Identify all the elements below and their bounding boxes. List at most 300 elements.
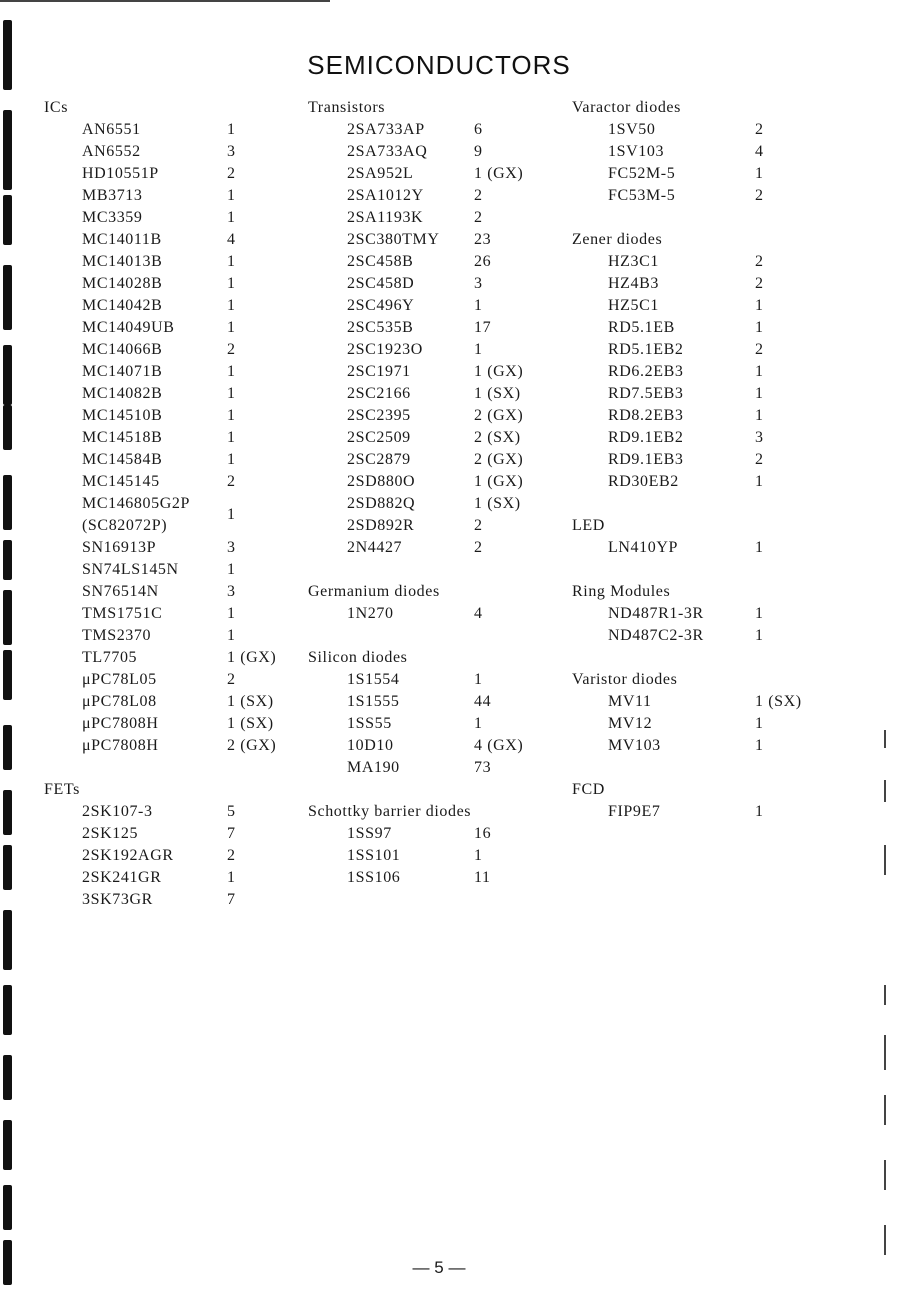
- section-ics: [44, 97, 294, 757]
- part-quantity: 1: [474, 671, 483, 688]
- part-number: MC14510B: [82, 407, 163, 424]
- part-quantity: 4 (GX): [474, 737, 524, 754]
- binding-mark: [3, 1185, 12, 1230]
- part-row: [308, 427, 568, 449]
- part-number: 2SD892R: [347, 517, 415, 534]
- edge-mark: [884, 1035, 886, 1070]
- part-row: [308, 691, 568, 713]
- binding-mark: [3, 910, 12, 970]
- part-row: [572, 537, 882, 559]
- part-row: [44, 163, 294, 185]
- part-row: [44, 471, 294, 493]
- part-row: [44, 735, 294, 757]
- part-number: MV103: [608, 737, 661, 754]
- part-quantity: 3: [474, 275, 483, 292]
- part-row: [44, 845, 294, 867]
- section-heading: FETs: [44, 781, 80, 798]
- part-quantity: 1: [227, 429, 236, 446]
- part-number: 2SA733AQ: [347, 143, 428, 160]
- part-number: 2SD882Q: [347, 495, 416, 512]
- part-number: [82, 493, 190, 537]
- part-row: [572, 339, 882, 361]
- part-quantity: 2 (GX): [474, 451, 524, 468]
- part-row: [44, 251, 294, 273]
- section-transistors: [308, 97, 568, 559]
- binding-mark: [3, 540, 12, 580]
- part-row: [44, 823, 294, 845]
- part-number: MC14011B: [82, 231, 162, 248]
- part-row: [572, 119, 882, 141]
- section-zener-diodes: [572, 229, 882, 493]
- part-row: [572, 273, 882, 295]
- edge-mark: [884, 730, 886, 748]
- part-quantity: 7: [227, 891, 236, 908]
- scan-top-rule: [0, 0, 330, 2]
- part-quantity: 17: [474, 319, 492, 336]
- part-quantity: 23: [474, 231, 492, 248]
- part-quantity: 1: [755, 539, 764, 556]
- part-row: [572, 317, 882, 339]
- section-silicon-diodes: [308, 647, 568, 779]
- binding-mark: [3, 985, 12, 1035]
- part-row: [44, 295, 294, 317]
- binding-mark: [3, 590, 12, 645]
- part-row: [308, 603, 568, 625]
- part-row: [572, 251, 882, 273]
- part-number: AN6552: [82, 143, 141, 160]
- part-number: 1SS106: [347, 869, 401, 886]
- part-quantity: 1: [755, 385, 764, 402]
- part-quantity: 1 (SX): [474, 385, 521, 402]
- part-quantity: 1: [227, 605, 236, 622]
- part-row: [44, 207, 294, 229]
- part-number: TL7705: [82, 649, 138, 666]
- part-quantity: 1: [227, 627, 236, 644]
- part-quantity: 1 (SX): [474, 495, 521, 512]
- part-number: RD30EB2: [608, 473, 679, 490]
- edge-mark: [884, 1160, 886, 1190]
- part-number: RD7.5EB3: [608, 385, 684, 402]
- part-quantity: 3: [227, 583, 236, 600]
- part-quantity: 1: [227, 297, 236, 314]
- part-row: [44, 559, 294, 581]
- edge-mark: [884, 985, 886, 1005]
- part-row: [44, 581, 294, 603]
- part-number: 1SS55: [347, 715, 392, 732]
- part-quantity: 11: [474, 869, 491, 886]
- section-heading: Zener diodes: [572, 231, 663, 248]
- part-number: 2SC1923O: [347, 341, 423, 358]
- part-row: [572, 801, 882, 823]
- part-number: 1SV50: [608, 121, 656, 138]
- part-number: HD10551P: [82, 165, 159, 182]
- part-quantity: 1 (SX): [227, 715, 274, 732]
- edge-mark: [884, 845, 886, 875]
- section-heading: ICs: [44, 99, 69, 116]
- edge-mark: [884, 780, 886, 802]
- part-quantity: 1: [474, 715, 483, 732]
- part-number: MC14584B: [82, 451, 163, 468]
- part-quantity: 1: [227, 451, 236, 468]
- part-number: ND487C2-3R: [608, 627, 704, 644]
- part-quantity: 1: [755, 715, 764, 732]
- part-number: AN6551: [82, 121, 141, 138]
- section-heading: Transistors: [308, 99, 386, 116]
- part-number: MV12: [608, 715, 653, 732]
- part-number: MB3713: [82, 187, 143, 204]
- page-number: — 5 —: [412, 1258, 466, 1277]
- part-row: [572, 691, 882, 713]
- section-germanium-diodes: [308, 581, 568, 625]
- section-heading: Germanium diodes: [308, 583, 440, 600]
- part-row: [572, 185, 882, 207]
- part-number: FC52M-5: [608, 165, 676, 182]
- part-number: 2N4427: [347, 539, 403, 556]
- part-number: ND487R1-3R: [608, 605, 704, 622]
- part-quantity: 1: [474, 847, 483, 864]
- part-quantity: 1: [755, 407, 764, 424]
- part-number: 2SK241GR: [82, 869, 162, 886]
- part-quantity: 44: [474, 693, 492, 710]
- part-number: 1SS101: [347, 847, 401, 864]
- part-number: 2SC2509: [347, 429, 411, 446]
- section-heading: Ring Modules: [572, 583, 671, 600]
- part-number: HZ5C1: [608, 297, 659, 314]
- part-row: [308, 119, 568, 141]
- part-row: [308, 493, 568, 515]
- part-row: [308, 251, 568, 273]
- part-number: 1S1554: [347, 671, 400, 688]
- part-number: SN74LS145N: [82, 561, 179, 578]
- part-row: [44, 229, 294, 251]
- part-quantity: 2: [474, 187, 483, 204]
- column-2: [308, 97, 568, 911]
- part-quantity: 1: [755, 737, 764, 754]
- binding-mark: [3, 1120, 12, 1170]
- part-number: MC14042B: [82, 297, 163, 314]
- part-number: RD5.1EB: [608, 319, 675, 336]
- part-row: [308, 867, 568, 889]
- part-row: [44, 537, 294, 559]
- part-row: [572, 383, 882, 405]
- part-quantity: 2: [474, 539, 483, 556]
- part-quantity: 1 (SX): [227, 693, 274, 710]
- part-row: [572, 361, 882, 383]
- part-number: 1SV103: [608, 143, 665, 160]
- part-number: 2SC2879: [347, 451, 411, 468]
- part-quantity: 1: [227, 561, 236, 578]
- part-quantity: 2 (GX): [227, 737, 277, 754]
- part-row: [44, 185, 294, 207]
- section-varistor-diodes: [572, 669, 882, 757]
- page-title: SEMICONDUCTORS: [307, 50, 571, 80]
- part-row: [44, 317, 294, 339]
- part-quantity: 4: [755, 143, 764, 160]
- part-quantity: 1: [755, 473, 764, 490]
- part-quantity: 1: [755, 803, 764, 820]
- part-row: [308, 845, 568, 867]
- part-number: 10D10: [347, 737, 394, 754]
- part-number: 2SA1193K: [347, 209, 424, 226]
- part-row: [44, 647, 294, 669]
- part-quantity: 3: [755, 429, 764, 446]
- part-quantity: 1: [227, 506, 236, 523]
- part-quantity: 1 (GX): [227, 649, 277, 666]
- part-quantity: 2: [227, 165, 236, 182]
- part-quantity: 2: [227, 847, 236, 864]
- part-quantity: 5: [227, 803, 236, 820]
- part-quantity: 1: [755, 605, 764, 622]
- part-row: [44, 691, 294, 713]
- part-number: RD5.1EB2: [608, 341, 684, 358]
- binding-mark: [3, 650, 12, 700]
- binding-mark: [3, 345, 12, 405]
- section-heading: Varactor diodes: [572, 99, 681, 116]
- part-row: [308, 537, 568, 559]
- part-number: 2SK192AGR: [82, 847, 174, 864]
- part-quantity: 1: [474, 297, 483, 314]
- part-quantity: 1 (GX): [474, 473, 524, 490]
- part-number: μPC78L08: [82, 693, 157, 710]
- part-row: [44, 273, 294, 295]
- part-row: [308, 713, 568, 735]
- part-number: 2SC2395: [347, 407, 411, 424]
- part-row: [308, 757, 568, 779]
- part-row: [308, 339, 568, 361]
- part-number: RD9.1EB3: [608, 451, 684, 468]
- part-row: [44, 361, 294, 383]
- part-number: 3SK73GR: [82, 891, 153, 908]
- part-number: 2SC2166: [347, 385, 411, 402]
- part-number: 1SS97: [347, 825, 392, 842]
- part-number: 2SK107-3: [82, 803, 153, 820]
- part-number: MC14071B: [82, 363, 163, 380]
- part-number: 1N270: [347, 605, 394, 622]
- part-number: MC145145: [82, 473, 160, 490]
- part-number: 2SC535B: [347, 319, 414, 336]
- part-number: HZ3C1: [608, 253, 659, 270]
- part-row: [308, 823, 568, 845]
- part-number: FIP9E7: [608, 803, 661, 820]
- part-quantity: 1 (GX): [474, 165, 524, 182]
- part-quantity: 1: [474, 341, 483, 358]
- part-number: μPC7808H: [82, 737, 159, 754]
- part-number: SN76514N: [82, 583, 159, 600]
- binding-mark: [3, 405, 12, 450]
- part-row: [308, 163, 568, 185]
- part-number: MC14082B: [82, 385, 163, 402]
- part-row: [308, 735, 568, 757]
- part-quantity: 1: [755, 165, 764, 182]
- part-quantity: 1: [227, 869, 236, 886]
- part-quantity: 3: [227, 539, 236, 556]
- part-quantity: 1: [227, 253, 236, 270]
- part-row: [308, 361, 568, 383]
- part-row: [572, 163, 882, 185]
- part-row: [308, 273, 568, 295]
- section-schottky-barrier-diodes: [308, 801, 568, 889]
- part-row: [44, 493, 294, 537]
- part-row: [44, 449, 294, 471]
- part-quantity: 2: [227, 341, 236, 358]
- binding-mark: [3, 475, 12, 530]
- part-row: [308, 141, 568, 163]
- part-number: MC14518B: [82, 429, 163, 446]
- part-quantity: 2: [227, 671, 236, 688]
- part-row: [572, 405, 882, 427]
- part-number: 2SK125: [82, 825, 139, 842]
- part-quantity: 26: [474, 253, 492, 270]
- part-row: [308, 207, 568, 229]
- edge-mark: [884, 1095, 886, 1125]
- part-row: [44, 625, 294, 647]
- part-quantity: 7: [227, 825, 236, 842]
- part-quantity: 1: [227, 319, 236, 336]
- part-quantity: 1: [755, 363, 764, 380]
- section-heading: Varistor diodes: [572, 671, 678, 688]
- part-quantity: 6: [474, 121, 483, 138]
- part-row: [44, 383, 294, 405]
- part-quantity: 1: [755, 319, 764, 336]
- section-heading: Silicon diodes: [308, 649, 408, 666]
- binding-mark: [3, 1055, 12, 1100]
- part-number: LN410YP: [608, 539, 678, 556]
- part-row: [44, 119, 294, 141]
- part-row: [308, 185, 568, 207]
- part-row: [308, 449, 568, 471]
- part-number: 2SA733AP: [347, 121, 425, 138]
- part-number: μPC78L05: [82, 671, 157, 688]
- part-number: μPC7808H: [82, 715, 159, 732]
- part-quantity: 1: [227, 385, 236, 402]
- part-quantity: 1 (GX): [474, 363, 524, 380]
- section-heading: LED: [572, 517, 605, 534]
- part-quantity: 2 (SX): [474, 429, 521, 446]
- section-ring-modules: [572, 581, 882, 647]
- part-quantity: 1: [227, 121, 236, 138]
- edge-mark: [884, 1225, 886, 1255]
- part-quantity: 2: [227, 473, 236, 490]
- part-row: [44, 801, 294, 823]
- part-quantity: 2: [755, 275, 764, 292]
- part-row: [308, 295, 568, 317]
- section-heading: FCD: [572, 781, 605, 798]
- part-row: [308, 229, 568, 251]
- part-quantity: 1: [755, 627, 764, 644]
- part-number: 2SC458B: [347, 253, 414, 270]
- section-led: [572, 515, 882, 559]
- part-number: HZ4B3: [608, 275, 659, 292]
- part-quantity: 1: [227, 187, 236, 204]
- part-quantity: 2: [755, 253, 764, 270]
- part-number-line1: MC146805G2P: [82, 495, 190, 512]
- part-number: 2SC1971: [347, 363, 411, 380]
- part-row: [572, 625, 882, 647]
- part-quantity: 1: [755, 297, 764, 314]
- part-row: [572, 713, 882, 735]
- binding-mark: [3, 845, 12, 890]
- part-row: [308, 405, 568, 427]
- part-quantity: 1: [227, 209, 236, 226]
- part-number-line2: (SC82072P): [82, 517, 168, 534]
- part-row: [572, 735, 882, 757]
- binding-hole-marks: [0, 0, 14, 1291]
- part-quantity: 1: [227, 275, 236, 292]
- part-row: [572, 449, 882, 471]
- part-number: TMS2370: [82, 627, 152, 644]
- part-number: RD8.2EB3: [608, 407, 684, 424]
- part-quantity: 2 (GX): [474, 407, 524, 424]
- part-number: 2SA952L: [347, 165, 414, 182]
- section-fets: [44, 779, 294, 911]
- part-quantity: 2: [755, 121, 764, 138]
- part-row: [572, 427, 882, 449]
- part-quantity: 2: [474, 209, 483, 226]
- part-quantity: 16: [474, 825, 492, 842]
- column-3: [572, 97, 882, 845]
- part-number: 2SD880O: [347, 473, 416, 490]
- part-quantity: 2: [755, 341, 764, 358]
- part-number: 2SC496Y: [347, 297, 415, 314]
- section-fcd: [572, 779, 882, 823]
- part-row: [572, 295, 882, 317]
- part-number: MV11: [608, 693, 652, 710]
- part-quantity: 4: [227, 231, 236, 248]
- part-row: [44, 889, 294, 911]
- part-quantity: 3: [227, 143, 236, 160]
- section-heading: Schottky barrier diodes: [308, 803, 472, 820]
- part-quantity: 1: [227, 363, 236, 380]
- part-quantity: 1: [227, 407, 236, 424]
- part-number: RD9.1EB2: [608, 429, 684, 446]
- part-number: 2SA1012Y: [347, 187, 424, 204]
- part-number: FC53M-5: [608, 187, 676, 204]
- scan-edge-marks: [884, 0, 894, 1291]
- part-row: [44, 669, 294, 691]
- part-row: [44, 141, 294, 163]
- part-quantity: 2: [755, 451, 764, 468]
- binding-mark: [3, 195, 12, 245]
- part-row: [44, 603, 294, 625]
- part-row: [572, 471, 882, 493]
- part-number: MC3359: [82, 209, 143, 226]
- part-number: MC14028B: [82, 275, 163, 292]
- part-row: [572, 603, 882, 625]
- binding-mark: [3, 110, 12, 190]
- part-row: [308, 471, 568, 493]
- part-row: [44, 713, 294, 735]
- part-row: [308, 669, 568, 691]
- part-number: SN16913P: [82, 539, 157, 556]
- part-row: [44, 405, 294, 427]
- part-row: [44, 427, 294, 449]
- part-row: [308, 317, 568, 339]
- part-number: 1S1555: [347, 693, 400, 710]
- part-number: 2SC380TMY: [347, 231, 440, 248]
- part-number: MC14013B: [82, 253, 163, 270]
- binding-mark: [3, 790, 12, 835]
- part-quantity: 73: [474, 759, 492, 776]
- part-number: RD6.2EB3: [608, 363, 684, 380]
- binding-mark: [3, 265, 12, 330]
- part-quantity: 9: [474, 143, 483, 160]
- part-number: MC14049UB: [82, 319, 175, 336]
- part-row: [308, 515, 568, 537]
- column-1: [44, 97, 294, 933]
- part-row: [44, 339, 294, 361]
- part-quantity: 4: [474, 605, 483, 622]
- part-row: [308, 383, 568, 405]
